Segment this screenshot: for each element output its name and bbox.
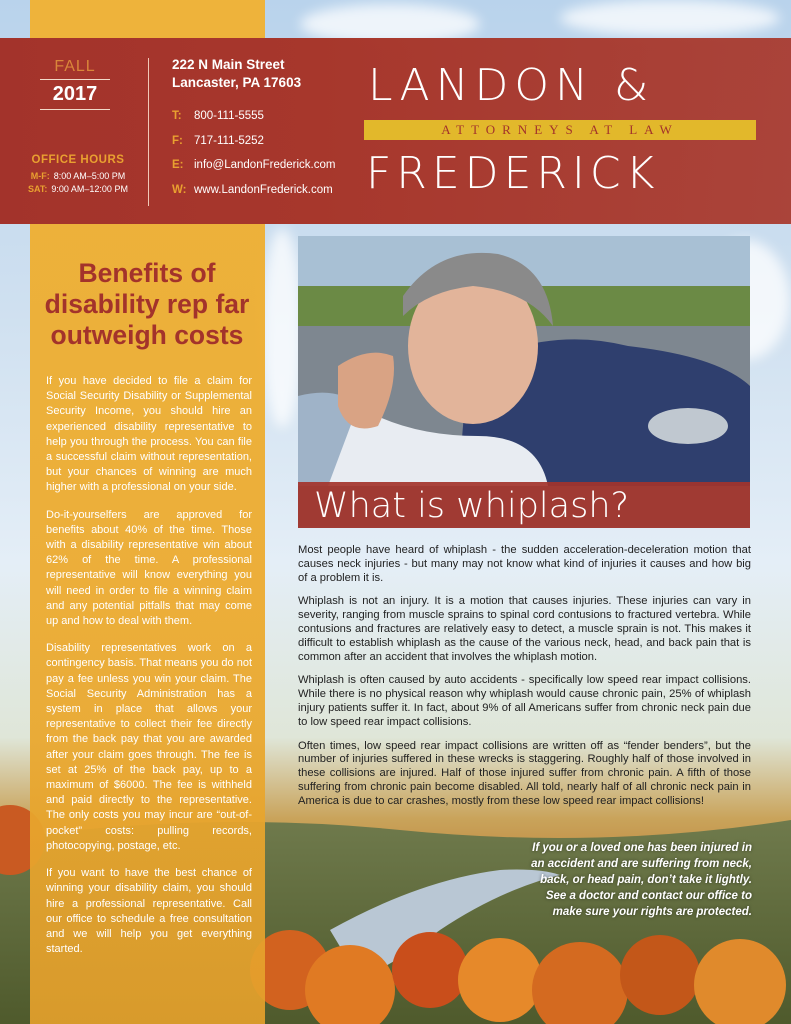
- season-label: FALL: [40, 58, 110, 80]
- paragraph: If you have decided to file a claim for Social Security Disability or Supplemental Security Income, you should hire an experienced disability representative to help you through the process. You can file a successful claim without representation, but your chances of winning are much higher with a professional on your side.: [46, 375, 252, 494]
- sky-cloud: [262, 228, 302, 428]
- address-line: Lancaster, PA 17603: [172, 75, 302, 90]
- main-article-body: [298, 544, 751, 819]
- header-divider: [148, 58, 149, 206]
- address: [172, 56, 301, 92]
- whiplash-photo: [298, 236, 750, 528]
- left-article-body: [46, 374, 252, 969]
- main-article-title: What is whiplash?: [314, 486, 630, 526]
- contact-label: E:: [172, 159, 184, 171]
- paragraph: Disability representatives work on a contingency basis. That means you do not pay a fee unless you win your claim. The Social Security Administration has a system in place that allows your representative to collect their fee directly from the back pay that you are awarded after your claim goes through. The fee is set at 25% of the back pay, up to a maximum of $6000. The fee is withheld and paid directly to the representative. The only costs you may incur are “out-of-pocket” costs: pulling records, photocopying, postage, etc.: [46, 642, 252, 852]
- office-hours-title: OFFICE HOURS: [31, 154, 125, 166]
- address-line: 222 N Main Street: [172, 57, 285, 72]
- hours-day: SAT:: [28, 184, 48, 194]
- callout-text: If you or a loved one has been injured in an accident and are suffering from neck, back, or head pain, don’t take it lightly. See a doctor and contact our office to make sure your rights are protected.: [531, 842, 752, 918]
- sky-cloud: [560, 0, 780, 36]
- paragraph: Often times, low speed rear impact collisions are written off as “fender benders”, but the number of injuries suffered in these wrecks is staggering. Roughly half of those involved in these collisions are injured. Half of those injured suffer from chronic pain. A fifth of those suffering from chronic pain become disabled. All told, nearly half of all chronic neck pain in America is due to car crashes, mostly from these low speed rear impact collisions!: [298, 739, 751, 807]
- contact-value: 800-111-5555: [194, 110, 264, 122]
- issue-date: [40, 58, 110, 110]
- contact-phone: [172, 110, 335, 135]
- paragraph: Whiplash is not an injury. It is a motion that causes injuries. These injuries can vary in severity, ranging from muscle sprains to spinal cord contusions to fractured vertebra. While contusions and fractures are relatively easy to detect, a muscle sprain is not. This makes it difficult to establish whiplash as the cause of the various neck, head, and back pain that is common after an accident that involves the whiplash motion.: [298, 595, 751, 663]
- paragraph: Most people have heard of whiplash - the sudden acceleration-deceleration motion that causes neck injuries - but many may not know what kind of injuries it causes and how big of a problem it is.: [298, 544, 751, 584]
- contact-email[interactable]: [172, 159, 335, 184]
- paragraph: Do-it-yourselfers are approved for benefits about 40% of the time. Those with a disability representative win about 62% of the time. A professional representative will know everything you will need in order to file a winning claim and any potential pitfalls that may come up and how to deal with them.: [46, 508, 252, 628]
- office-hours: [22, 154, 134, 196]
- contact-list: [172, 110, 335, 208]
- hours-time: 8:00 AM–5:00 PM: [53, 171, 126, 181]
- brand-name-top: LANDON &: [368, 60, 655, 111]
- brand-name-bottom: FREDERICK: [366, 148, 660, 199]
- contact-web[interactable]: [172, 184, 335, 209]
- paragraph: If you want to have the best chance of winning your disability claim, you should hire a professional representative. Call our office to schedule a free consultation and we will help you get everything started.: [46, 867, 252, 956]
- masthead: [0, 38, 791, 224]
- photo-caption-band: [298, 482, 750, 528]
- contact-label: F:: [172, 134, 183, 147]
- brand-tagline: ATTORNEYS AT LAW: [364, 120, 756, 140]
- left-article-title: Benefits of disability rep far outweigh costs: [44, 258, 250, 350]
- contact-label: T:: [172, 110, 182, 122]
- contact-label: W:: [172, 183, 187, 196]
- paragraph: Whiplash is often caused by auto accidents - specifically low speed rear impact collisions. While there is no physical reason why whiplash would cause chronic pain, 25% of whiplash injury patients suffer it. In fact, about 9% of all Americans suffer from chronic neck pain due to low speed rear impact collisions.: [298, 674, 751, 728]
- hours-time: 9:00 AM–12:00 PM: [51, 184, 128, 194]
- year-label: 2017: [40, 80, 110, 110]
- hours-row: [22, 170, 134, 183]
- contact-value: 717-111-5252: [194, 134, 264, 147]
- website-link[interactable]: www.LandonFrederick.com: [194, 183, 333, 196]
- email-link[interactable]: info@LandonFrederick.com: [194, 159, 336, 171]
- contact-fax: [172, 135, 335, 160]
- hours-row: [22, 183, 134, 196]
- hours-day: M-F:: [30, 171, 50, 181]
